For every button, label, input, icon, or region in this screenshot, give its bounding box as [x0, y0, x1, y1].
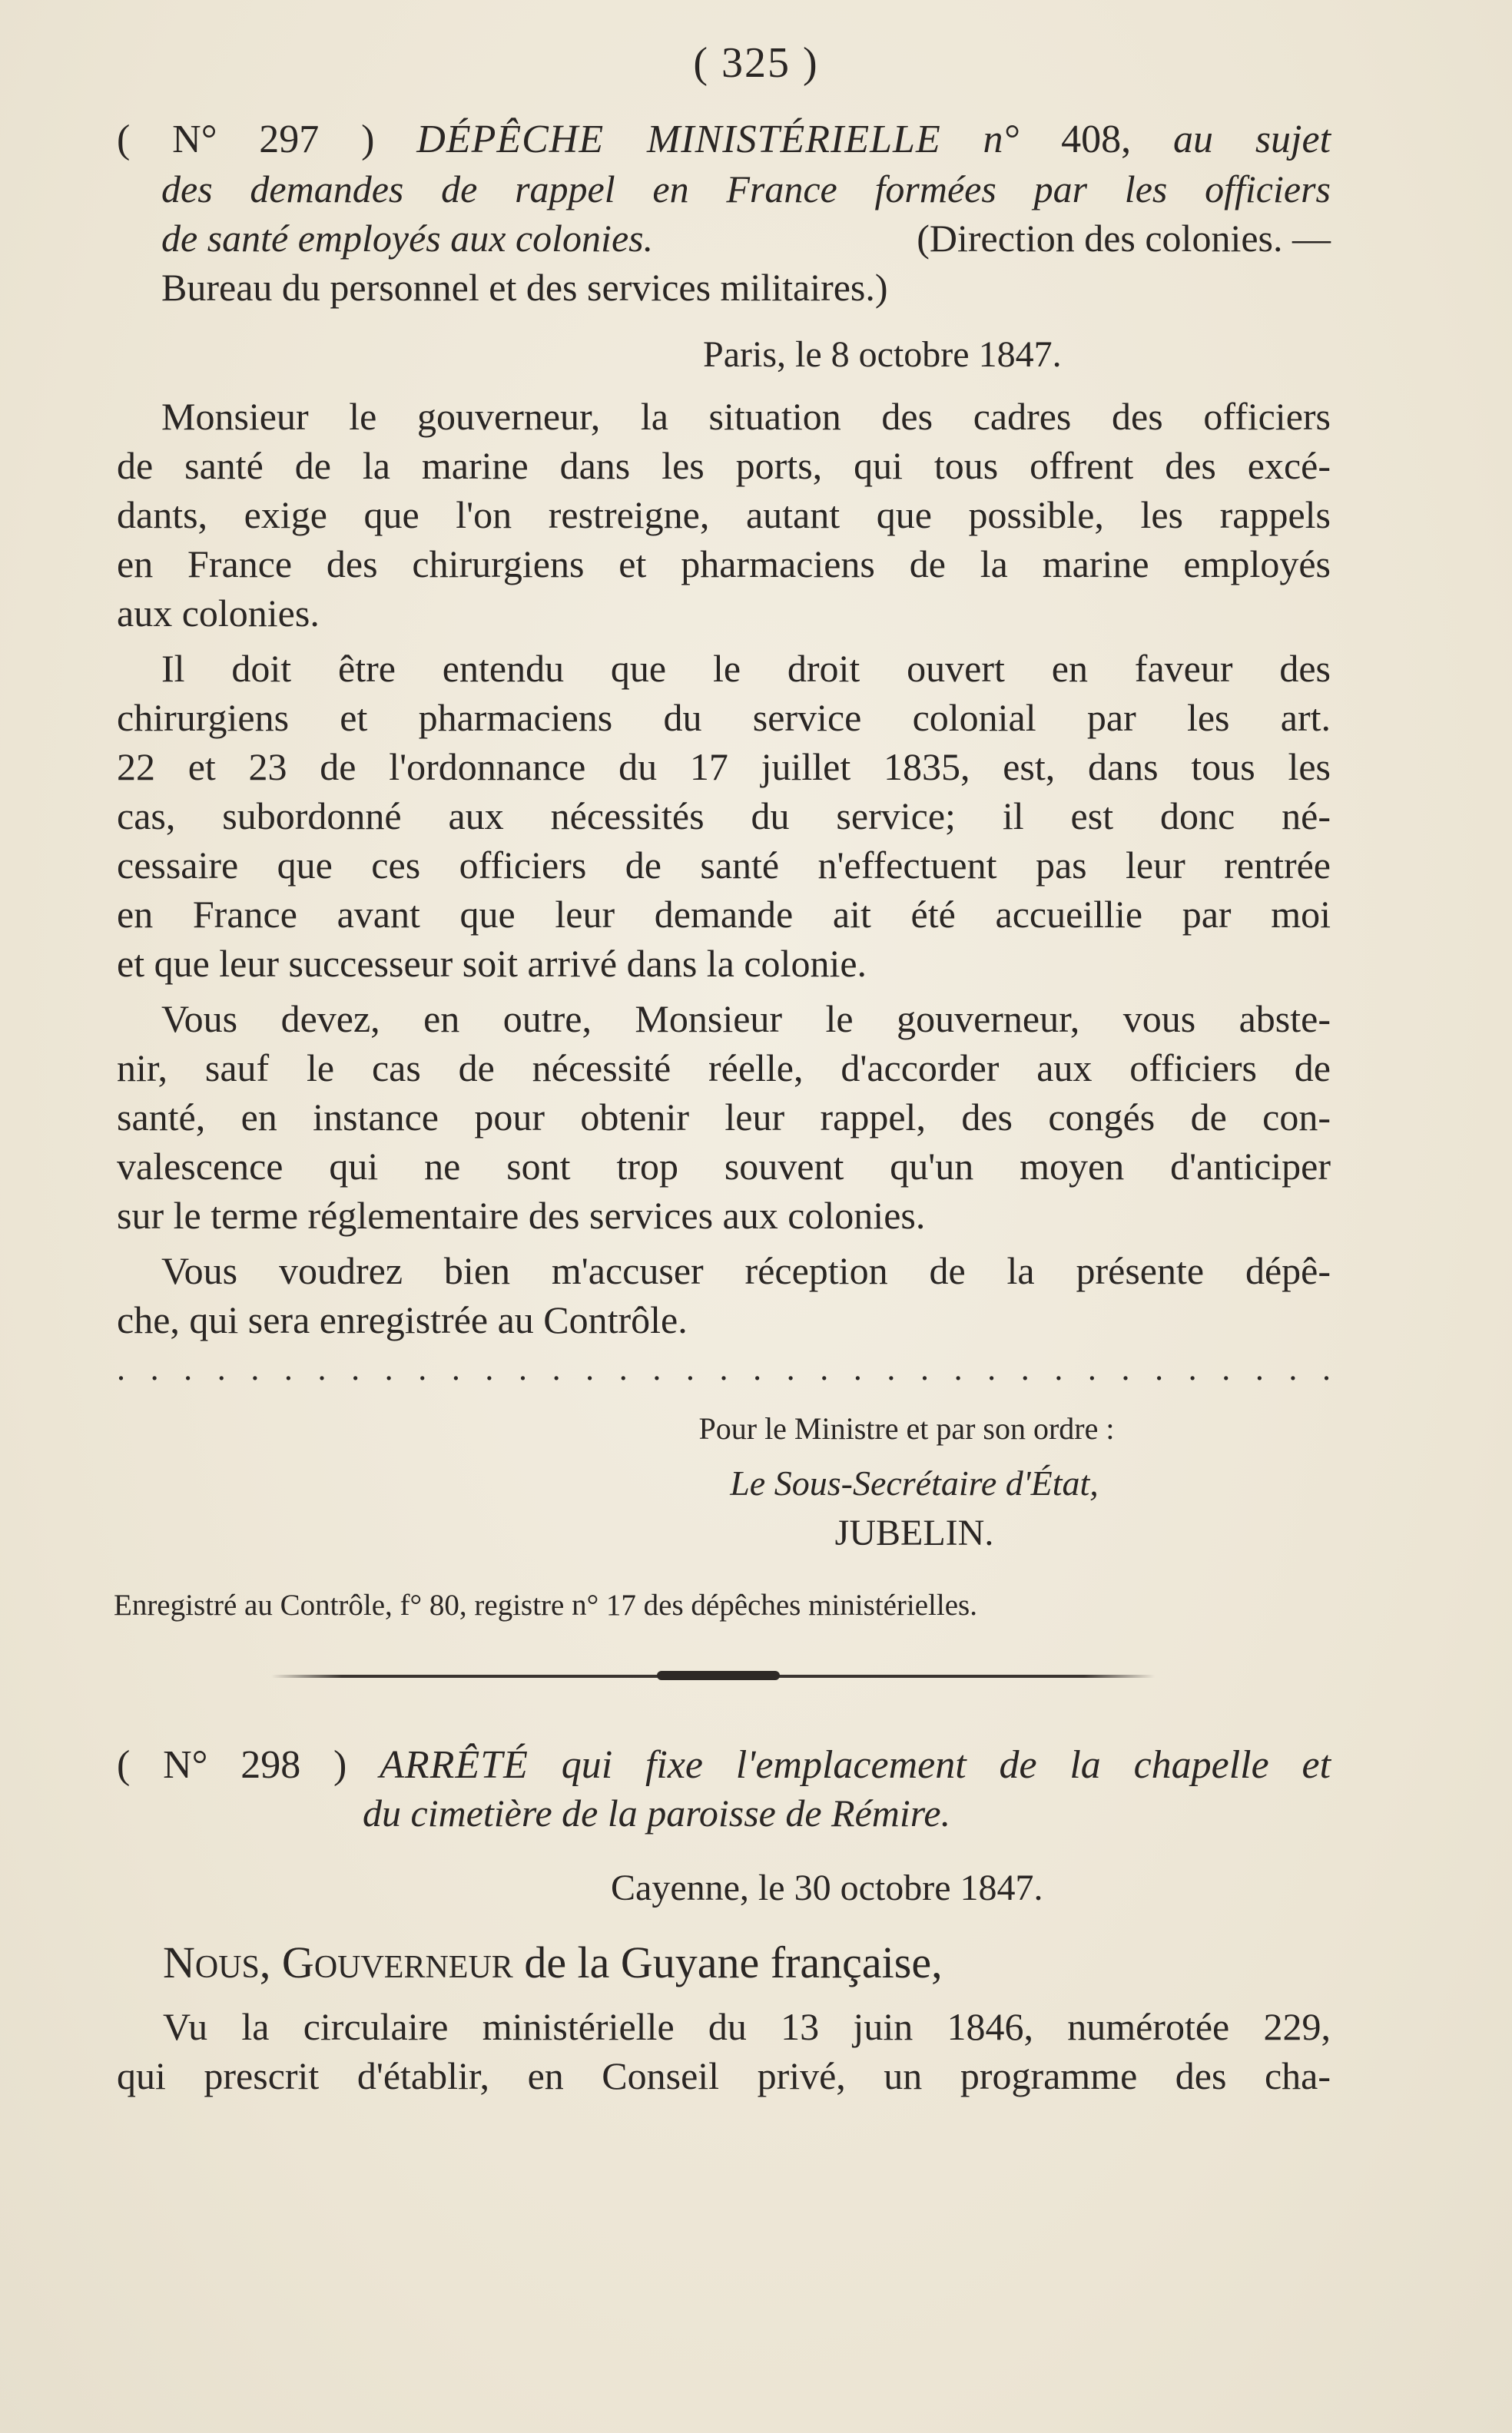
doc297-para3-line: valescence qui ne sont trop souvent qu'un moyen d'anticiper [117, 1145, 1331, 1188]
doc297-para2-line: chirurgiens et pharmaciens du service colonial par les art. [117, 696, 1331, 739]
doc298-para1-line: Vu la circulaire ministérielle du 13 juin 1846, numérotée 229, [163, 2005, 1331, 2048]
governor-heading-comma: , [259, 1937, 271, 1987]
doc298-heading-line1 [117, 1742, 1331, 1788]
doc297-n-label: n° [983, 118, 1020, 161]
doc297-title: DÉPÊCHE MINISTÉRIELLE [416, 118, 941, 161]
governor-heading-ouverneur: OUVERNEUR [313, 1950, 513, 1985]
doc298-heading-tail: qui fixe l'emplacement de la chapelle et [561, 1743, 1331, 1787]
doc297-para3-line: santé, en instance pour obtenir leur rappel, des congés de con- [117, 1096, 1331, 1139]
doc298-para1-line: qui prescrit d'établir, en Conseil privé, un programme des cha- [117, 2054, 1331, 2097]
doc297-dispatch-number: 408, [1061, 118, 1132, 161]
doc297-heading-line2: des demandes de rappel en France formées par les officiers [161, 167, 1331, 210]
doc297-para2-line: cas, subordonné aux nécessités du service; il est donc né- [117, 794, 1331, 837]
doc297-para2-line: 22 et 23 de l'ordonnance du 17 juillet 1835, est, dans tous les [117, 745, 1331, 788]
omission-dots: . . . . . . . . . . . . . . . . . . . . . . . . . . . . . . . . . . . . . [117, 1350, 1331, 1387]
doc297-para1-line: aux colonies. [117, 592, 320, 635]
governor-heading [163, 1936, 943, 1994]
signatory-name: JUBELIN. [834, 1513, 994, 1553]
doc298-heading-line2: du cimetière de la paroisse de Rémire. [363, 1792, 951, 1835]
doc297-heading-line4: Bureau du personnel et des services militaires.) [161, 266, 888, 309]
doc297-para3-line: sur le terme réglementaire des services aux colonies. [117, 1194, 926, 1237]
doc297-heading-line3 [161, 215, 1331, 261]
page-number: ( 325 ) [693, 39, 819, 87]
governor-heading-n: N [163, 1937, 195, 1987]
doc297-dateline: Paris, le 8 octobre 1847. [703, 334, 1062, 375]
doc297-heading-line3-italic: de santé employés aux colonies. [161, 217, 654, 260]
doc297-heading-line3-rest: (Direction des colonies. — [917, 217, 1331, 260]
doc297-heading-tail: au sujet [1173, 118, 1331, 161]
doc297-para2-line: et que leur successeur soit arrivé dans la colonie. [117, 942, 867, 985]
doc297-para4-line: che, qui sera enregistrée au Contrôle. [117, 1298, 688, 1341]
doc297-para3-line: Vous devez, en outre, Monsieur le gouverneur, vous abste- [161, 997, 1331, 1040]
divider-ornament [657, 1671, 780, 1680]
doc297-para4-line: Vous voudrez bien m'accuser réception de la présente dépê- [161, 1249, 1331, 1292]
doc297-heading-line1 [117, 117, 1331, 163]
doc298-dateline: Cayenne, le 30 octobre 1847. [611, 1868, 1043, 1908]
doc297-para1-line: dants, exige que l'on restreigne, autant que possible, les rappels [117, 493, 1331, 536]
doc297-para2-line: cessaire que ces officiers de santé n'effectuent pas leur rentrée [117, 844, 1331, 887]
governor-heading-rest: de la Guyane française, [524, 1937, 943, 1987]
doc297-para1-line: Monsieur le gouverneur, la situation des cadres des officiers [161, 395, 1331, 438]
doc298-number: ( N° 298 ) [117, 1743, 347, 1787]
doc297-para2-line: en France avant que leur demande ait été accueillie par moi [117, 893, 1331, 936]
doc297-para3-line: nir, sauf le cas de nécessité réelle, d'accorder aux officiers de [117, 1046, 1331, 1089]
doc297-number: ( N° 297 ) [117, 118, 375, 161]
doc297-para2-line: Il doit être entendu que le droit ouvert en faveur des [161, 647, 1331, 690]
doc297-para1-line: de santé de la marine dans les ports, qui tous offrent des excé- [117, 444, 1331, 487]
governor-heading-g: G [281, 1937, 314, 1987]
governor-heading-ous: OUS [194, 1950, 260, 1985]
doc297-para1-line: en France des chirurgiens et pharmaciens de la marine employés [117, 542, 1331, 585]
doc298-title: ARRÊTÉ [380, 1743, 529, 1787]
registration-note: Enregistré au Contrôle, f° 80, registre n° 17 des dépêches ministérielles. [114, 1589, 977, 1622]
signature-line1: Pour le Ministre et par son ordre : [698, 1411, 1115, 1446]
signature-line2: Le Sous-Secrétaire d'État, [730, 1463, 1099, 1503]
